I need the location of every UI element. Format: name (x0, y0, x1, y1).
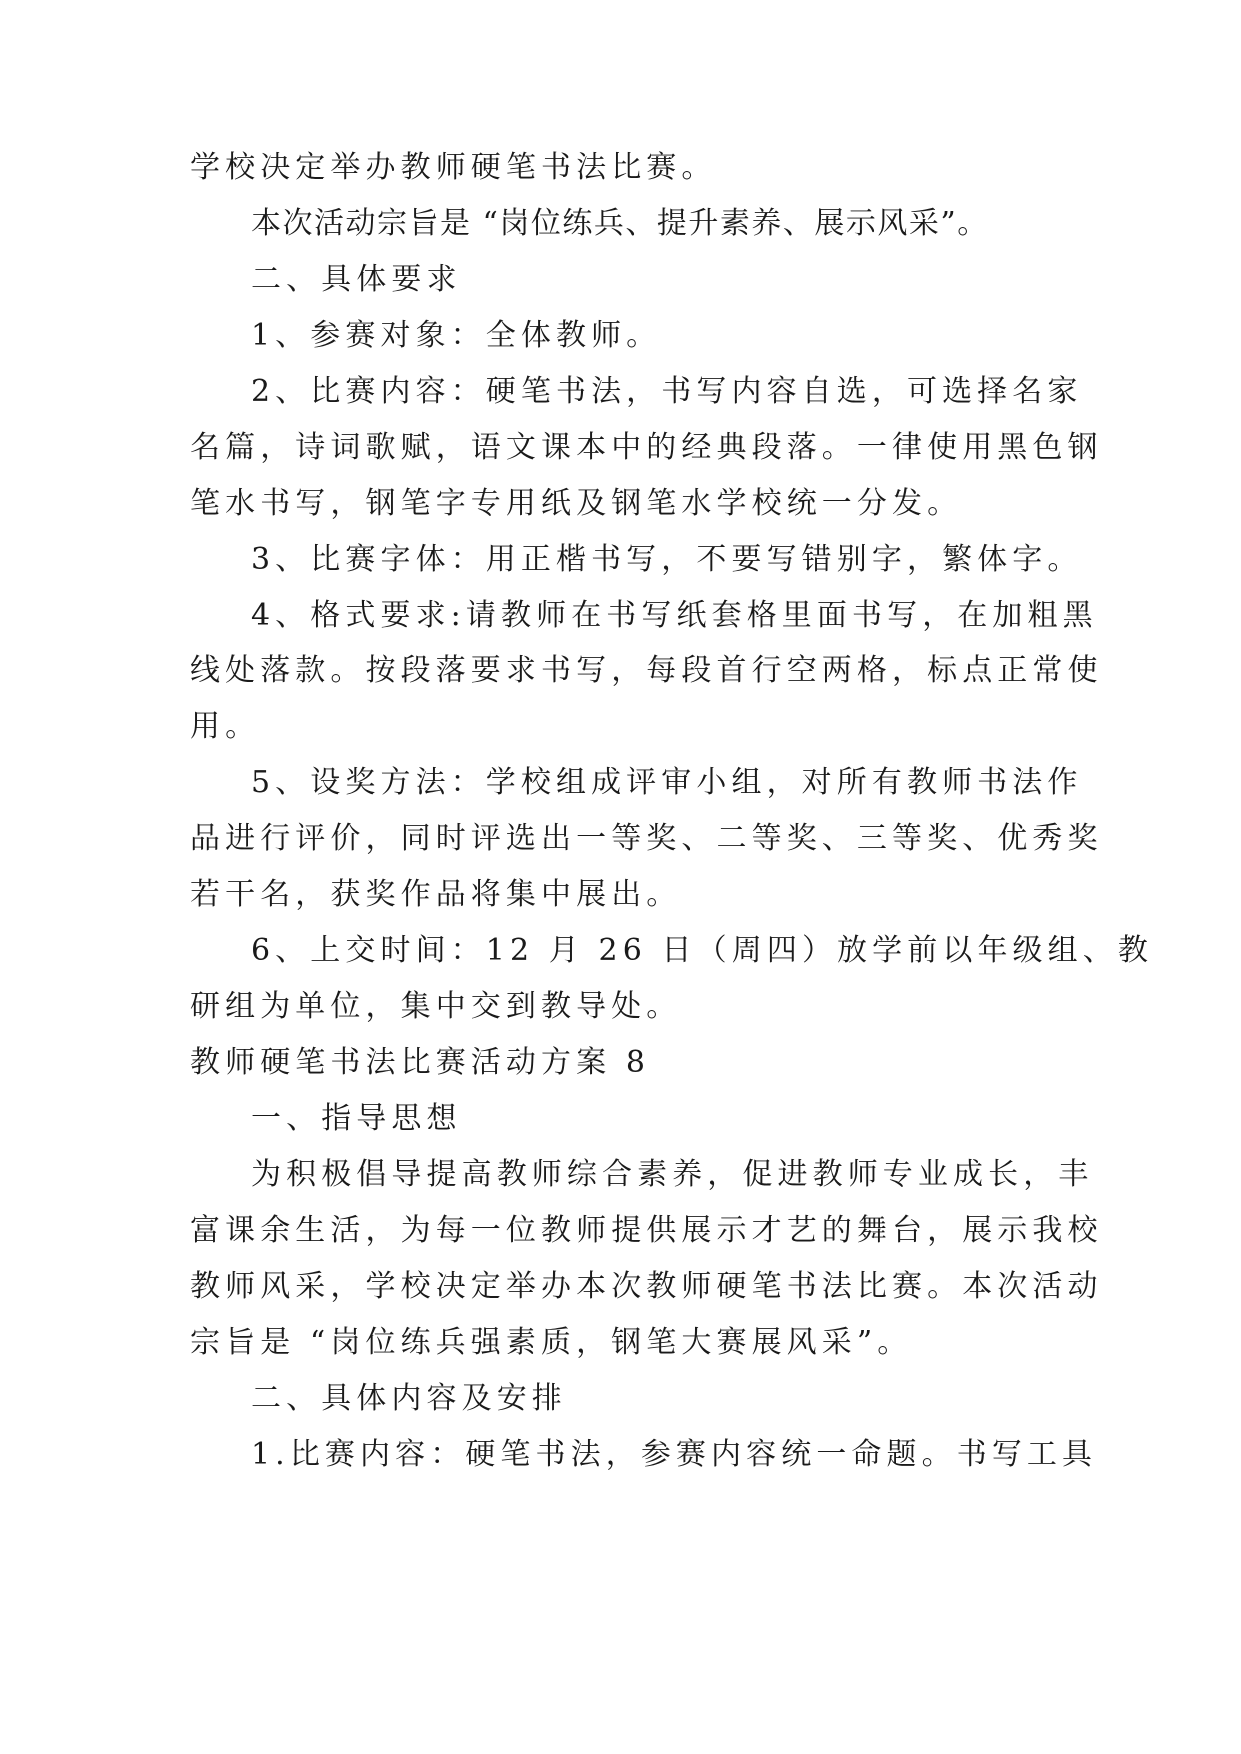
text-line: 教师风采，学校决定举办本次教师硬笔书法比赛。本次活动 (190, 1269, 1103, 1304)
text-line: 笔水书写，钢笔字专用纸及钢笔水学校统一分发。 (190, 486, 963, 521)
section-heading: 二、具体要求 (251, 262, 462, 297)
section-heading: 一、指导思想 (251, 1101, 462, 1136)
list-item: 1.比赛内容：硬笔书法，参赛内容统一命题。书写工具 (251, 1437, 1098, 1472)
list-item: 6、上交时间：12 月 26 日（周四）放学前以年级组、教 (251, 933, 1153, 968)
text-line: 研组为单位，集中交到教导处。 (190, 989, 682, 1024)
text-line: 名篇，诗词歌赋，语文课本中的经典段落。一律使用黑色钢 (190, 430, 1103, 465)
text-line: 本次活动宗旨是 “岗位练兵、提升素养、展示风采”。 (251, 206, 989, 241)
text-line: 为积极倡导提高教师综合素养，促进教师专业成长，丰 (251, 1157, 1094, 1192)
text-line: 富课余生活，为每一位教师提供展示才艺的舞台，展示我校 (190, 1213, 1103, 1248)
text-line: 宗旨是 “岗位练兵强素质，钢笔大赛展风采”。 (190, 1325, 913, 1360)
text-line: 学校决定举办教师硬笔书法比赛。 (190, 150, 717, 185)
list-item: 2、比赛内容：硬笔书法，书写内容自选，可选择名家 (251, 374, 1083, 409)
document-title: 教师硬笔书法比赛活动方案 8 (190, 1045, 651, 1080)
text-line: 用。 (190, 709, 261, 744)
list-item: 5、设奖方法：学校组成评审小组，对所有教师书法作 (251, 765, 1083, 800)
list-item: 1、参赛对象：全体教师。 (251, 318, 662, 353)
section-heading: 二、具体内容及安排 (251, 1381, 567, 1416)
list-item: 3、比赛字体：用正楷书写，不要写错别字，繁体字。 (251, 542, 1083, 577)
text-line: 若干名，获奖作品将集中展出。 (190, 877, 682, 912)
text-line: 线处落款。按段落要求书写，每段首行空两格，标点正常使 (190, 653, 1103, 688)
text-line: 品进行评价，同时评选出一等奖、二等奖、三等奖、优秀奖 (190, 821, 1103, 856)
list-item: 4、格式要求:请教师在书写纸套格里面书写，在加粗黑 (251, 598, 1098, 633)
